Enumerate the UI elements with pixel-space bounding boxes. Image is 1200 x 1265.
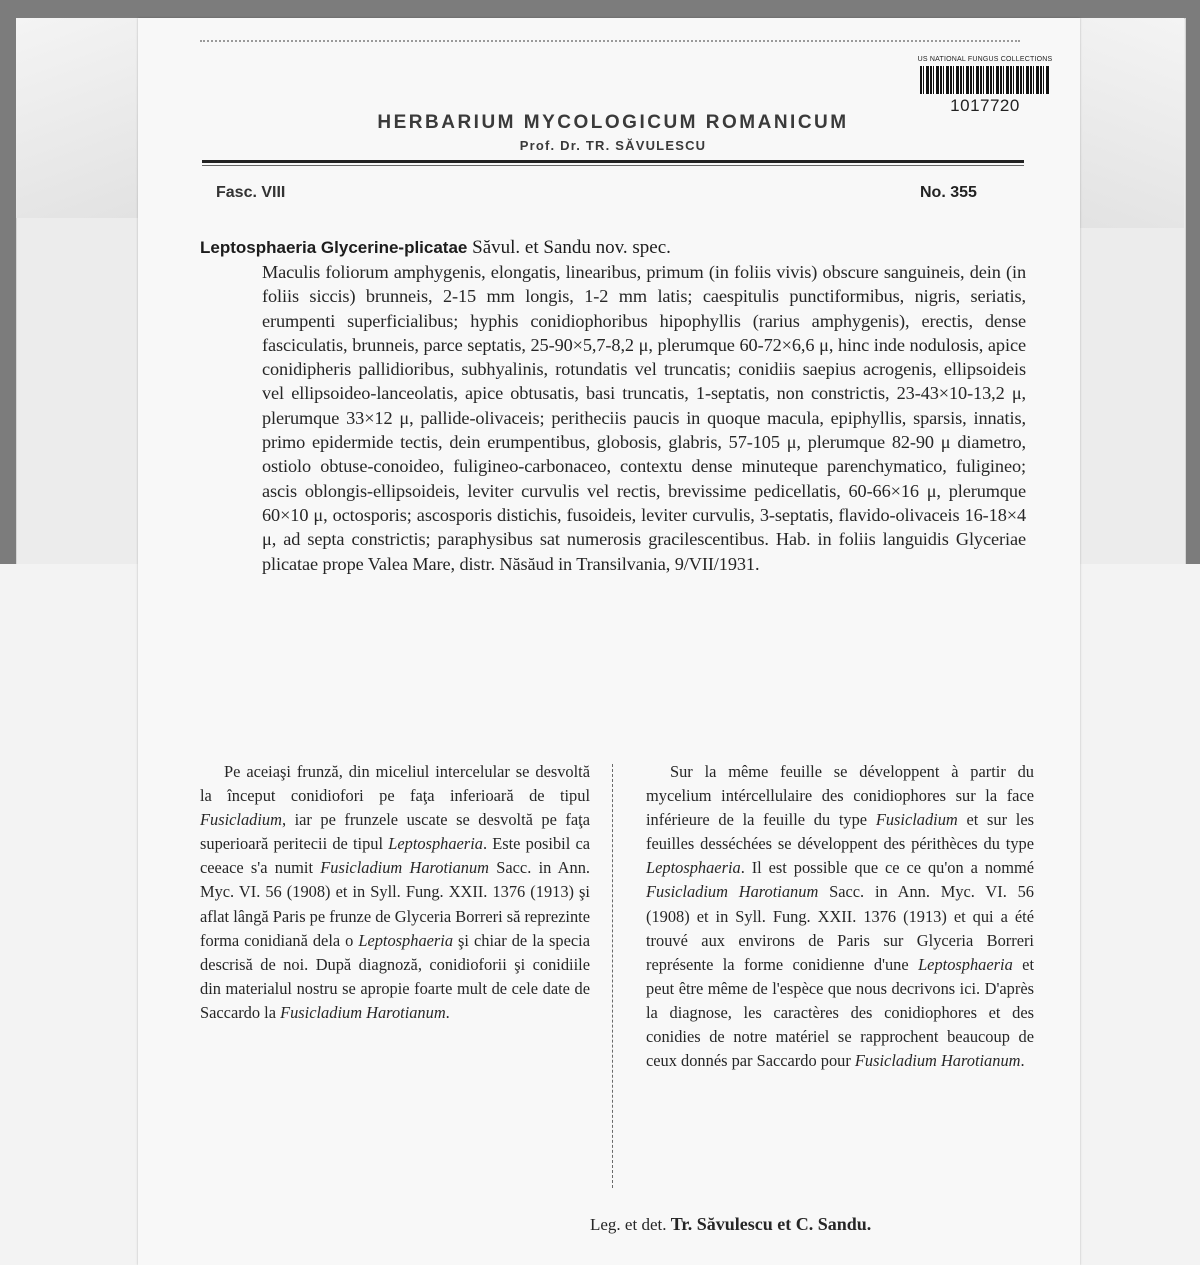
dotted-line [200,40,1020,42]
species-authority: Săvul. et Sandu nov. spec. [472,237,671,258]
herbarium-label [138,18,1080,1265]
collector-prefix: Leg. et det. [590,1215,667,1234]
romanian-note: Pe aceiaşi frunză, din miceliul intercelular se desvoltă la început conidiofori pe faţa inferioară de tipul Fusicladium, iar pe frunzele uscate se desvoltă pe faţa superioară peritecii de tipul Leptosphaeria. Este posibil ca ceeace s'a numit Fusicladium Harotianum Sacc. in Ann. Myc. VI. 56 (1908) et in Syll. Fung. XXII. 1376 (1913) şi aflat lângă Paris pe frunze de Glyceria Borreri să reprezinte forma conidiană dela o Leptosphaeria şi chiar de la specia descrisă de noi. După diagnoză, conidioforii şi conidiile din materialul nostru se apropie foarte mult de cele date de Saccardo la Fusicladium Harotianum. [200,762,590,1022]
specimen-number: No. 355 [920,184,977,201]
species-heading [200,236,1020,260]
header-rule-thin [202,165,1024,166]
species-name: Leptosphaeria Glycerine-plicatae [200,238,468,257]
french-note: Sur la même feuille se développent à partir du mycelium intércellulaire des conidiophores sur la face inférieure de la feuille du type Fusicladium et sur les feuilles desséchées se développent des périthèces du type Leptosphaeria. Il est possible que ce ce qu'on a nommé Fusicladium Harotianum Sacc. in Ann. Myc. VI. 56 (1908) et in Syll. Fung. XXII. 1376 (1913) et qui a été trouvé aux environs de Paris sur Glyceria Borreri représente la forme conidienne d'une Leptosphaeria et peut être même de l'espèce que nous decrivons ici. D'après la diagnose, les caractères des conidiophores et des conidies de notre matériel se rapprochent beaucoup de ceux donnés par Saccardo pour Fusicladium Harotianum. [646,762,1034,1071]
herbarium-subtitle: Prof. Dr. TR. SĂVULESCU [519,138,707,153]
fascicle-label: Fasc. VIII [216,184,286,201]
envelope-flap-left [16,18,138,218]
barcode-caption: US NATIONAL FUNGUS COLLECTIONS [917,56,1053,63]
collector-names: Tr. Săvulescu et C. Sandu. [670,1214,872,1234]
barcode-image [920,66,1050,94]
latin-diagnosis: Maculis foliorum amphygenis, elongatis, linearibus, primum (in foliis vivis) obscure sanguineis, dein (in foliis siccis) brunneis, 2-15 mm longis, 1-2 mm latis; caespitulis punctiformibus, nigris, seriatis, erumpenti superficialibus; hyphis conidiophoribus hipophyllis (rarius amphygenis), erectis, dense fasciculatis, brunneis, parce septatis, 25-90×5,7-8,2 μ, plerumque 60-72×6,6 μ, hinc inde nodulosis, apice conidipheris pallidioribus, subhyalinis, rotundatis vel truncatis; conidiis saepius acrogenis, ellipsoideis vel ellipsoideo-lanceolatis, apice obtusatis, basi truncatis, 1-septatis, non constrictis, 23-43×10-13,2 μ, plerumque 33×12 μ, pallide-olivaceis; peritheciis paucis in quoque macula, epiphyllis, sparsis, innatis, primo epidermide tectis, dein erumpentibus, globosis, glabris, 57-105 μ, plerumque 82-90 μ diametro, ostiolo obtuse-conoideo, fuligineo-carbonaceo, contextu dense minuteque parenchymatico, fuligineo; ascis oblongis-ellipsoideis, leviter curvulis vel rectis, brevissime pedicellatis, 60-66×16 μ, plerumque 60×10 μ, octosporis; ascosporis distichis, fusoideis, leviter curvulis, 3-septatis, flavido-olivaceis 16-18×4 μ, ad septa constrictis; paraphysibus sat numerosis gracilescentibus. Hab. in foliis languidis Glyceriae plicatae prope Valea Mare, distr. Năsăud in Transilvania, 9/VII/1931. [262,262,1026,574]
header-rule [202,160,1024,163]
column-divider [612,764,613,1188]
collector-line [590,1214,871,1235]
barcode-number: 1017720 [950,96,1020,115]
herbarium-title: HERBARIUM MYCOLOGICUM ROMANICUM [377,112,849,133]
